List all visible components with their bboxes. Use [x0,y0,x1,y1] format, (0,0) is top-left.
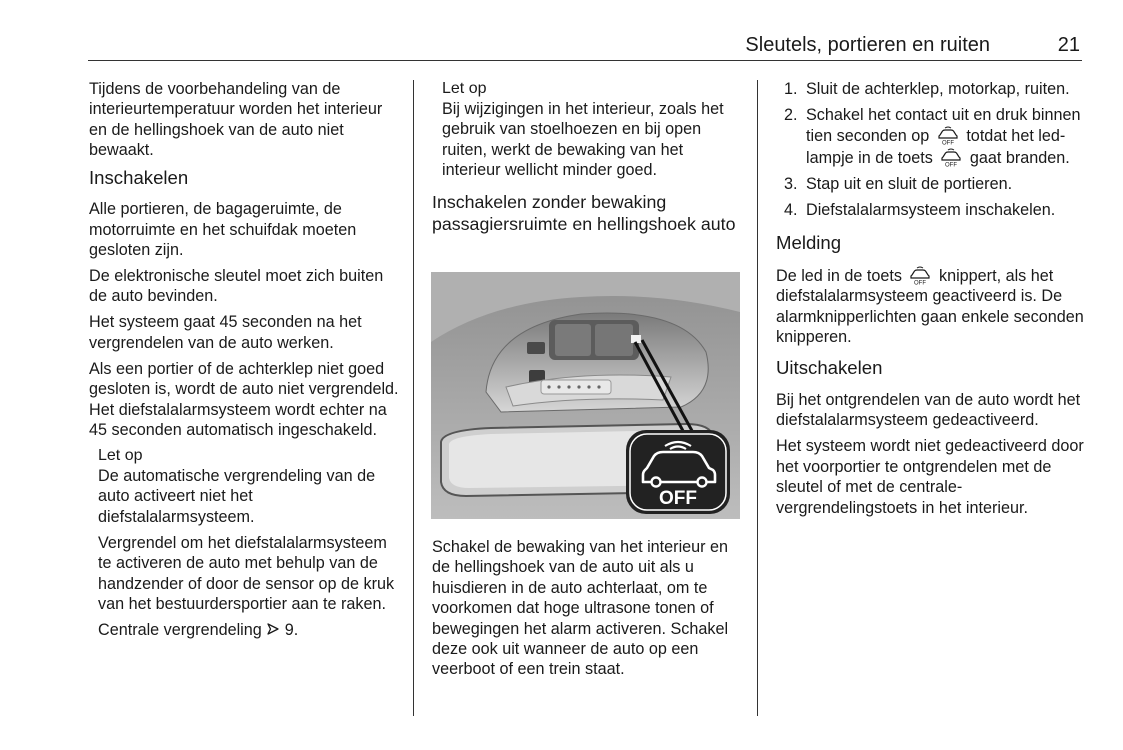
step-text: Schakel het contact uit en druk binnen tien seconden op [806,106,1081,146]
note-paragraph: De automatische vergrendeling van de auto activeert niet het diefstalalarmsysteem. [98,467,376,526]
note-box [98,446,401,640]
page-number: 21 [1057,34,1080,56]
crossref [98,620,401,640]
heading-melding: Melding [776,232,842,254]
step-text: totdat het led-lampje in de toets [806,127,1066,167]
step-number: 4. [784,200,798,219]
step-number: 1. [784,80,798,98]
note-paragraph: Vergrendel om het diefstalalarmsysteem te activeren de auto met behulp van de handzender of door de sensor op de kruk van het bestuurdersportier aan te raken. [98,533,395,614]
paragraph: Als een portier of de achterklep niet goed gesloten is, wordt de auto niet vergrendeld. Het diefstalalarmsysteem wordt echter na 45 seconden automatisch ingeschakeld. [89,359,399,440]
icon-off-text: OFF [945,162,958,167]
step-text: Stap uit en sluit de portieren. [806,174,1013,193]
paragraph: Bij het ontgrendelen van de auto wordt het diefstalalarmsysteem gedeactiveerd. [776,391,1081,430]
alarm-off-icon [934,125,962,145]
column-2-body [432,537,742,685]
step-number: 3. [784,174,798,193]
page-header [88,34,1082,61]
column-2 [432,79,742,246]
heading-inschakelen-zonder-bewaking: Inschakelen zonder bewaking passagiersruimte en hellingshoek auto [432,191,736,235]
overhead-console-illustration [431,272,740,519]
heading-inschakelen: Inschakelen [89,166,189,188]
step-text: Diefstalalarmsysteem inschakelen. [806,200,1056,219]
step-number: 2. [784,106,798,124]
off-callout-label: OFF [659,488,697,509]
heading-uitschakelen: Uitschakelen [776,357,883,379]
section-title: Sleutels, portieren en ruiten [745,34,990,56]
step-text: gaat branden. [969,148,1070,167]
column-3 [776,79,1086,524]
step-item [776,200,1086,220]
alarm-off-icon [906,265,934,285]
interior-photo [431,272,740,519]
note-label: Let op [98,447,143,465]
paragraph: De elektronische sleutel moet zich buiten de auto bevinden. [89,267,384,306]
note-box [442,79,742,181]
alarm-off-icon [937,147,965,167]
crossref-text: Centrale vergrendeling [98,621,262,640]
steps-list [776,79,1086,220]
melding-paragraph [776,265,1086,348]
icon-off-text: OFF [914,280,927,285]
note-label: Let op [442,80,487,97]
note-paragraph: Bij wijzigingen in het interieur, zoals het gebruik van stoelhoezen en bij open ruiten, werkt de bewaking van het interieur wellicht minder goed. [442,100,724,180]
intro-paragraph: Tijdens de voorbehandeling van de interieurtemperatuur worden het interieur en de hellingshoek van de auto niet bewaakt. [89,80,383,160]
column-divider-1 [413,80,414,716]
icon-off-text: OFF [941,140,954,146]
melding-text: knippert, als het diefstalalarmsysteem geactiveerd is. De alarmknipperlichten gaan enkele seconden knipperen. [776,266,1084,347]
step-item [776,105,1086,168]
paragraph: Het systeem wordt niet gedeactiveerd door het voorportier te ontgrendelen met de sleutel of met de centrale-vergrendelingstoets in het interieur. [776,437,1084,517]
column-1 [89,79,401,646]
reference-arrow-icon [266,622,280,636]
step-item [776,174,1086,194]
step-text: Sluit de achterklep, motorkap, ruiten. [806,80,1070,98]
body-paragraph: Schakel de bewaking van het interieur en de hellingshoek van de auto uit als u huisdieren in de auto achterlaat, om te voorkomen dat hoge ultrasone tonen of bewegingen het alarm activeren. Schakel deze ook uit wanneer de auto op een veerboot of een trein staat. [432,538,729,679]
column-divider-2 [757,80,758,716]
paragraph: Het systeem gaat 45 seconden na het vergrendelen van de auto werken. [89,313,362,352]
step-item [776,79,1086,99]
paragraph: Alle portieren, de bagageruimte, de motorruimte en het schuifdak moeten gesloten zijn. [89,200,357,260]
crossref-page: 9. [284,621,299,640]
melding-text: De led in de toets [776,266,902,285]
